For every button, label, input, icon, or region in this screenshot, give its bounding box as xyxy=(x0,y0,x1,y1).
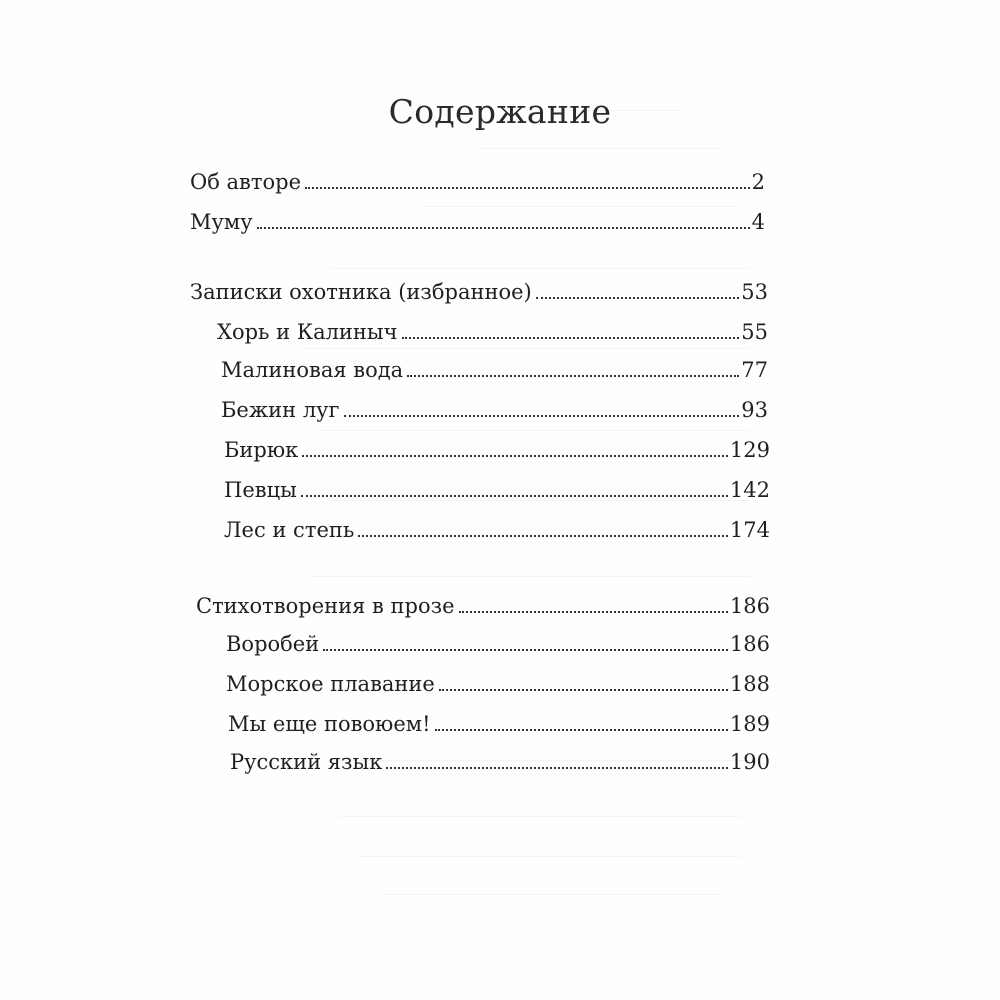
bleed-through-line xyxy=(360,856,740,857)
toc-entry-label: Русский язык xyxy=(230,750,383,774)
toc-entry-prose-poems xyxy=(196,594,770,624)
toc-entry-label: Хорь и Калиныч xyxy=(217,320,398,344)
dot-leader xyxy=(435,729,728,731)
dot-leader xyxy=(439,689,728,691)
toc-entry-page: 77 xyxy=(741,358,768,382)
toc-entry-page: 190 xyxy=(729,750,770,774)
dot-leader xyxy=(257,227,750,229)
dot-leader xyxy=(386,767,728,769)
dot-leader xyxy=(323,649,728,651)
toc-entry-label: Лес и степь xyxy=(224,518,355,542)
toc-entry-label: Об авторе xyxy=(190,170,302,194)
dot-leader xyxy=(459,611,728,613)
dot-leader xyxy=(407,375,739,377)
toc-entry-label: Воробей xyxy=(226,632,320,656)
toc-entry-label: Муму xyxy=(190,210,253,234)
toc-entry-russkiy-yazyk xyxy=(230,750,770,780)
dot-leader xyxy=(301,495,728,497)
bleed-through-line xyxy=(340,816,740,817)
toc-entry-page: 189 xyxy=(729,712,770,736)
toc-entry-label: Бирюк xyxy=(224,438,299,462)
toc-entry-les-i-step xyxy=(224,518,770,548)
contents-title: Содержание xyxy=(388,92,612,131)
toc-entry-page: 93 xyxy=(741,398,768,422)
toc-entry-page: 174 xyxy=(729,518,770,542)
toc-entry-page: 142 xyxy=(729,478,770,502)
dot-leader xyxy=(402,337,740,339)
toc-entry-page: 186 xyxy=(729,594,770,618)
dot-leader xyxy=(344,415,740,417)
toc-entry-about-author xyxy=(190,170,765,200)
toc-entry-page: 129 xyxy=(729,438,770,462)
toc-entry-label: Морское плавание xyxy=(226,672,435,696)
toc-entry-label: Записки охотника (избранное) xyxy=(190,280,532,304)
toc-entry-my-eshche-povoyuem xyxy=(228,712,770,742)
dot-leader xyxy=(302,455,728,457)
dot-leader xyxy=(305,187,750,189)
toc-entry-page: 4 xyxy=(751,210,765,234)
toc-entry-page: 186 xyxy=(729,632,770,656)
toc-entry-label: Малиновая вода xyxy=(221,358,404,382)
bleed-through-line xyxy=(320,430,750,431)
toc-entry-label: Стихотворения в прозе xyxy=(196,594,455,618)
toc-entry-pevtsy xyxy=(224,478,770,508)
toc-entry-page: 2 xyxy=(751,170,765,194)
bleed-through-line xyxy=(330,268,750,269)
toc-entry-biryuk xyxy=(224,438,770,468)
toc-entry-page: 188 xyxy=(729,672,770,696)
toc-entry-hunter-notes xyxy=(190,280,768,310)
bleed-through-line xyxy=(310,576,750,577)
dot-leader xyxy=(358,535,728,537)
toc-entry-bezhin-lug xyxy=(221,398,768,428)
toc-entry-page: 53 xyxy=(741,280,768,304)
toc-entry-label: Бежин луг xyxy=(221,398,340,422)
toc-entry-label: Мы еще повоюем! xyxy=(228,712,431,736)
bleed-through-line xyxy=(380,894,720,895)
toc-entry-khor-kalinych xyxy=(217,320,768,350)
toc-entry-morskoe-plavanie xyxy=(226,672,770,702)
toc-entry-malinovaya-voda xyxy=(221,358,768,388)
toc-entry-page: 55 xyxy=(741,320,768,344)
toc-entry-label: Певцы xyxy=(224,478,297,502)
dot-leader xyxy=(536,297,740,299)
bleed-through-line xyxy=(420,206,740,207)
bleed-through-line xyxy=(480,148,720,149)
toc-entry-mumu xyxy=(190,210,765,240)
toc-entry-vorobey xyxy=(226,632,770,662)
